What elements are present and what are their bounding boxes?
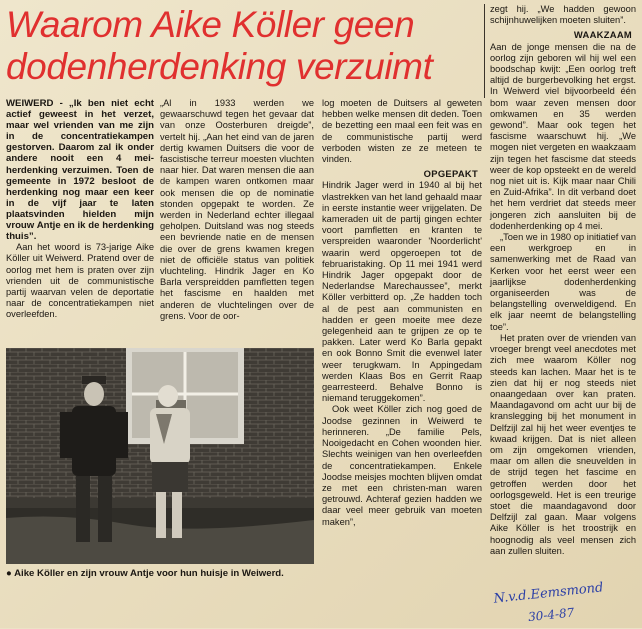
article-column-1 [6,98,154,321]
paragraph: log moeten de Duitsers al geweten hebben welke mensen dit deden. Toen de bezetting een maal een feit was en de communistische partij werd verboden wisten ze ze meteen te vinden. [322,98,482,165]
article-column-3 [322,98,482,528]
handwritten-source-note [488,578,638,624]
article-column-4 [490,4,636,557]
article-column-2 [160,98,314,322]
handwriting-image [488,578,638,624]
paragraph: Hindrik Jager werd in 1940 al bij het vlastrekken van het land gehaald maar in eerste instantie weer vrijgelaten. De kameraden uit de partij gingen echter voort pamfletten en kranten te verspreiden waaronder 'Noorderlicht' waarin werd opgeroepen tot de februaristaking. Op 11 mei 1941 werd Hindrik Jager opgepakt door de Nederlandse Marechaussee”, merkt Köller verbitterd op. „Ze hadden toch al de pest aan communisten en hadden er geen moeite mee deze gelegenheid aan te grijpen ze op te pakken. Later werd Ko Barla gepakt en ook Bonno Smit die evenwel later weer terugkwam. In Appingedam werden Klaas Bos en Gerrit Raap gearresteerd. Behalve Bonno is niemand teruggekomen”. [322,180,482,404]
headline [6,4,488,88]
photo-couple-in-front-of-house [6,348,314,564]
photo-caption: ● Aike Köller en zijn vrouw Antje voor hun huisje in Weiwerd. [6,568,284,579]
paragraph: „Toen we in 1980 op initiatief van een werkgroep en in samenwerking met de Raad van Kerken voor het eerst weer een jaarlijkse dodenherdenking organiseerden was de belangstelling overweldigend. En elk jaar neemt de belangstelling toe”. [490,232,636,332]
article-lead: WEIWERD - „Ik ben niet echt actief geweest in het verzet, maar wel vrienden van me zijn in de concentratiekampen gestorven. Daarom zal ik onder andere nooit een 4 mei-herdenking verzuimen. Toen de gemeente in 1972 besloot de herdenking nog maar een keer in de vijf jaar te laten plaatsvinden hielden mijn vrouw Antje en ik de herdenking thuis”. [6,98,154,243]
photo-image [6,348,314,564]
paragraph: „Al in 1933 werden we gewaarschuwd tegen het gevaar dat van onze Oosterburen dreigde”, vertelt hij. „Aan het eind van de jaren dertig kwamen Duitsers die voor de fascistische terreur moesten vluchten naar hier. Dat waren mensen die aan de kampen waren ontkomen maar ook mensen die op de nominatie stonden opgepakt te worden. Ze werden in Nederland echter illegaal geholpen. Duitsland was nog steeds een bevriende natie en de mensen die over de grens kwamen kregen niet de officiële status van politiek vluchteling. Hindrik Jager en Ko Barla verspreidden pamfletten tegen het fascisme en haalden met anderen de vluchtelingen over de grens. Voor de oor- [160,98,314,321]
paragraph: zegt hij. „We hadden gewoon schijnhuwelijken moeten sluiten”. [490,4,636,26]
column-rule [484,4,485,98]
headline-line-1: Waarom Aike Köller geen [6,4,415,45]
headline-line-2: dodenherdenking verzuimt [6,46,433,87]
paragraph: Ook weet Köller zich nog goed de Joodse gezinnen in Weiwerd te herinneren. „De familie Pels, Nooigedacht en Cohen woonden hier. Slechts weinigen van hen overleefden de concentratiekampen. Enkele Joodse meisjes mochten blijven omdat ze met een christen-man waren getrouwd. Achteraf gezien hadden we daar veel meer gebruik van moeten maken”, [322,404,482,527]
subheading-waakzaam: WAAKZAAM [573,29,632,41]
paragraph: Aan het woord is 73-jarige Aike Köller uit Weiwerd. Pratend over de oorlog met hem is praten over zijn vrienden uit de communistische partij waarvan velen de deportatie naar de concentratiekampen niet overleefden. [6,242,154,320]
handwritten-publication: N.v.d.Eemsmond [492,580,605,607]
subheading-opgepakt: OPGEPAKT [423,168,478,180]
paragraph: Aan de jonge mensen die na de oorlog zijn geboren wil hij wel een boodschap kwijt: „Een oorlog treft altijd de burgerbevolking het ergst. In Weiwerd viel bijvoorbeeld één bom waar zeven mensen door omkwamen en 35 werden gewond”. Maar ook tegen het fascisme waarschuwt hij. „We mogen niet vergeten en waakzaam zijn tegen het fascisme dat steeds weer de kop opsteekt en de wereld nog niet uit is. Kijk maar naar Chili en Zuid-Afrika”. In dit verband doet het hem verdriet dat steeds meer jongeren zich aansluiten bij de dodenherdenking op 4 mei. [490,41,636,231]
handwritten-date: 30-4-87 [527,605,575,624]
paragraph: Het praten over de vrienden van vroeger brengt veel anecdotes met zich mee waarom Köller nog steeds kan lachen. Maar het is te zien dat hij er nog steeds niet onaangedaan over kan praten. Maandagavond om acht uur bij de kranslegging bij het monument in Delfzijl zal hij het weer eventjes te kwaad krijgen. Dat is niet alleen om zijn omgekomen vrienden, maar om allen die sneuvelden in de strijd tegen het fascime en getroffen werden door het oorlogsgeweld. Het is een treurige stoet die maandagavond door Delfzijl zal gaan. Maar volgens Aike Köller is het troostrijk en hoognodig als veel mensen zich aan zullen sluiten. [490,332,636,556]
